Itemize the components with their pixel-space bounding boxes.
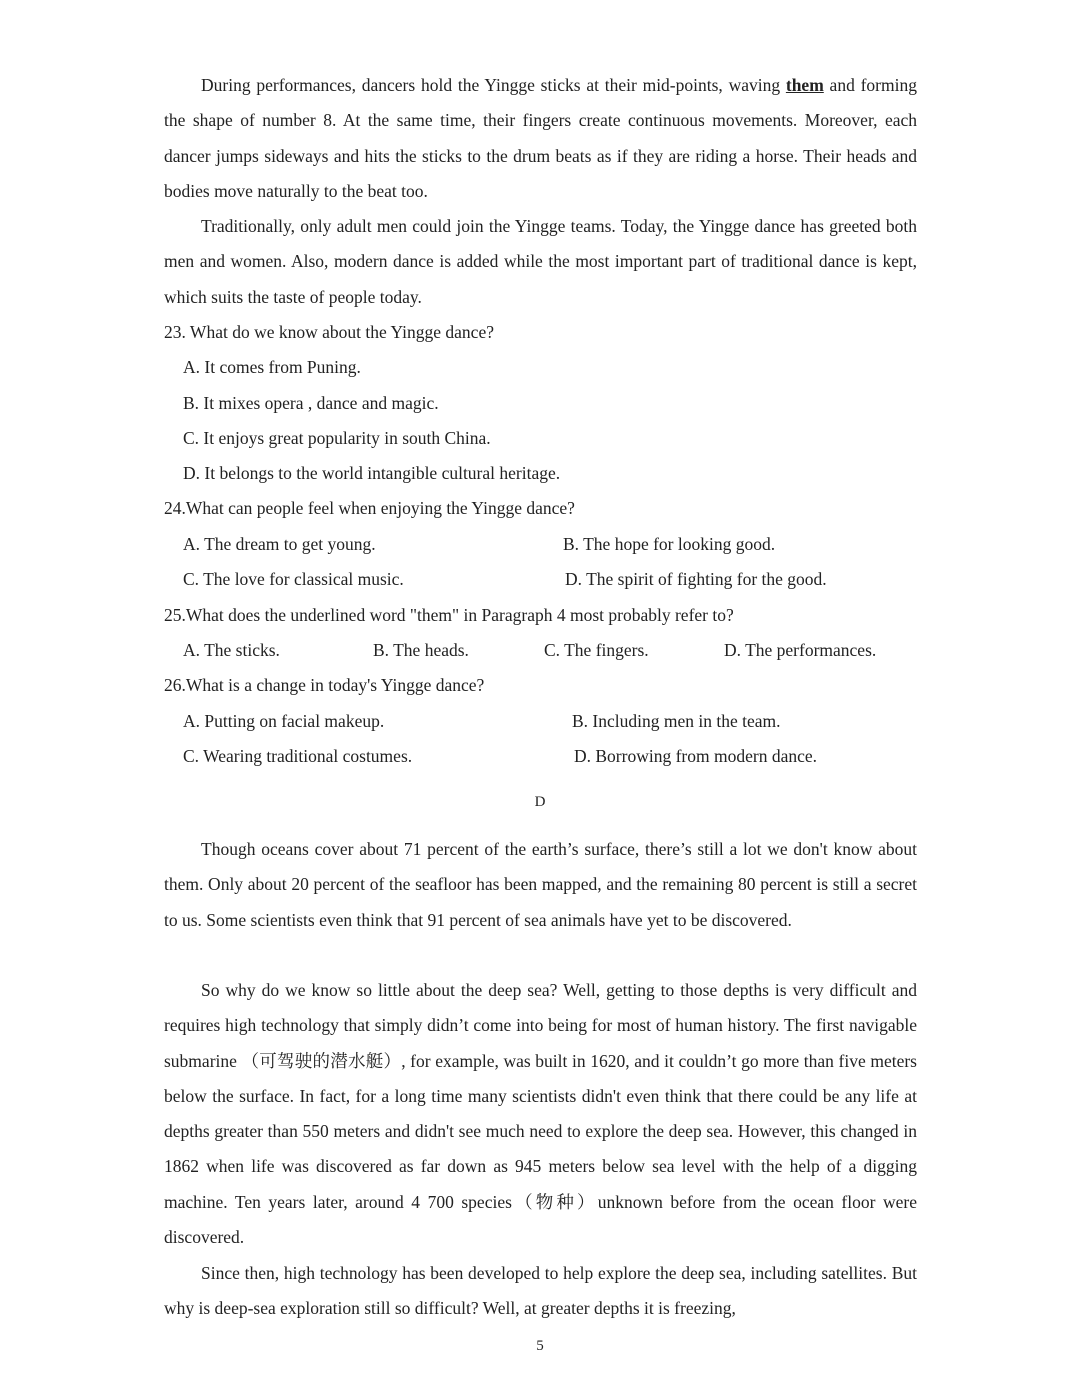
question-26-option-a: A. Putting on facial makeup. [183,711,385,731]
question-23-option-c: C. It enjoys great popularity in south China. [183,428,491,448]
paragraph-text: and forming the shape of number 8. At the same time, their fingers create continuous movements. Moreover, each dancer jumps sideways and hits the sticks to the drum beats as if they are riding a horse. Their heads and bodies move naturally to the beat too. [164,75,917,201]
question-25-stem: 25.What does the underlined word "them" in Paragraph 4 most probably refer to? [164,605,734,625]
question-23-option-d: D. It belongs to the world intangible cultural heritage. [183,463,561,483]
paragraph-text: Since then, high technology has been developed to help explore the deep sea, including satellites. But why is deep-sea exploration still so difficult? Well, at greater depths it is freezing, [164,1263,917,1319]
passage-d-paragraph-2 [164,973,917,1255]
question-25-option-a: A. The sticks. [183,640,280,660]
question-25-option-c: C. The fingers. [544,640,649,660]
question-26-option-c: C. Wearing traditional costumes. [183,746,413,766]
section-heading: D [534,794,546,810]
question-26-stem: 26.What is a change in today's Yingge dance? [164,675,485,695]
question-24-option-d: D. The spirit of fighting for the good. [565,569,827,589]
passage-c-paragraph-5 [164,209,917,315]
question-23-stem: 23. What do we know about the Yingge dance? [164,322,494,342]
question-24-stem: 24.What can people feel when enjoying the Yingge dance? [164,498,575,518]
question-23-option-a: A. It comes from Puning. [183,357,361,377]
paragraph-text: So why do we know so little about the deep sea? Well, getting to those depths is very difficult and requires high technology that simply didn’t come into being for most of human history. The first navigable submarine （可驾驶的潜水艇）, for example, was built in 1620, and it couldn’t go more than five meters below the surface. In fact, for a long time many scientists didn't even think that there could be any life at depths greater than 550 meters and didn't see much need to explore the deep sea. However, this changed in 1862 when life was discovered as far down as 945 meters below sea level with the help of a digging machine. Ten years later, around 4 700 species（物种）unknown before from the ocean floor were discovered. [164,980,917,1248]
page-number: 5 [536,1338,544,1354]
question-24-option-c: C. The love for classical music. [183,569,404,589]
underlined-word: them [785,75,824,95]
passage-d-paragraph-3 [164,1256,917,1327]
question-26-option-d: D. Borrowing from modern dance. [574,746,817,766]
question-24-option-b: B. The hope for looking good. [563,534,776,554]
question-23-option-b: B. It mixes opera , dance and magic. [183,393,439,413]
paragraph-text: Though oceans cover about 71 percent of the earth’s surface, there’s still a lot we don't know about them. Only about 20 percent of the seafloor has been mapped, and the remaining 80 percent is still a secret to us. Some scientists even think that 91 percent of sea animals have yet to be discovered. [164,839,917,930]
question-26-option-b: B. Including men in the team. [572,711,781,731]
passage-d-paragraph-1 [164,832,917,938]
passage-c-paragraph-4 [164,68,917,209]
question-25-option-d: D. The performances. [724,640,877,660]
question-25-option-b: B. The heads. [373,640,469,660]
paragraph-text: During performances, dancers hold the Yingge sticks at their mid-points, waving [201,75,786,95]
question-24-option-a: A. The dream to get young. [183,534,376,554]
paragraph-text: Traditionally, only adult men could join the Yingge teams. Today, the Yingge dance has greeted both men and women. Also, modern dance is added while the most important part of traditional dance is kept, which suits the taste of people today. [164,216,917,307]
